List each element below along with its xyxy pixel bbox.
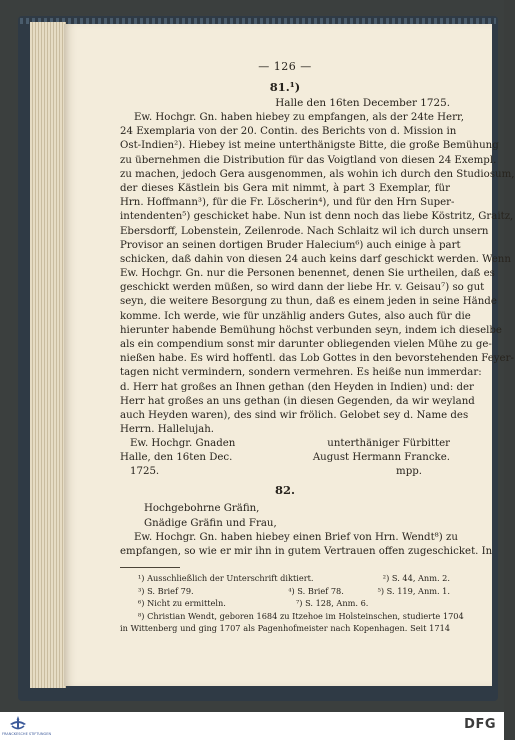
text-line: Ost-Indien²). Hiebey ist meine unterthänigste Bitte, die große Bemühung xyxy=(120,140,499,152)
footnote-8-line-1: ⁸) Christian Wendt, geboren 1684 zu Itzehoe im Holsteinschen, studierte 1704 xyxy=(138,610,464,621)
closing-row-3 xyxy=(120,465,450,479)
text-line: tagen nicht vermindern, sondern vermehren. Es heiße nun immerdar: xyxy=(120,367,482,379)
footnote: ¹) Ausschließlich der Unterschrift diktiert. xyxy=(138,573,314,584)
salutation-line: Hochgebohrne Gräfin, xyxy=(144,503,260,515)
footnote-row xyxy=(120,572,450,585)
footnote xyxy=(296,572,383,585)
letter-81-body xyxy=(120,111,515,437)
footnote-row xyxy=(120,597,450,610)
closing-signature: August Hermann Francke. xyxy=(312,452,450,464)
closing-greeting: Ew. Hochgr. Gnaden xyxy=(130,438,236,450)
text-line: zu machen, jedoch Gera ausgenommen, als wohin ich durch den Studiosum, xyxy=(120,168,515,180)
closing-mpp: mpp. xyxy=(396,466,422,478)
text-line: geschickt werden müßen, so wird dann der liebe Hr. v. Geisau⁷) so gut xyxy=(120,282,485,294)
text-line: Ew. Hochgr. Gn. haben hiebey zu empfangen, als der 24te Herr, xyxy=(134,112,464,123)
letter-81-date: Halle den 16ten December 1725. xyxy=(275,97,450,109)
text-line: auch Heyden waren), des sind wir frölich. Gelobet sey d. Name des xyxy=(120,409,469,421)
text-line: intendenten⁵) geschicket habe. Nun ist denn noch das liebe Köstritz, Graitz, xyxy=(120,211,514,223)
footnote: ⁷) S. 128, Anm. 6. xyxy=(296,598,369,609)
text-line: Ew. Hochgr. Gn. nur die Personen benennet, denen Sie urtheilen, daß es xyxy=(120,268,495,280)
footnote-8-line-2: in Wittenberg und ging 1707 als Pagenhofmeister nach Kopenhagen. Seit 1714 xyxy=(120,623,450,634)
closing-year: 1725. xyxy=(130,466,160,478)
closing-row-1 xyxy=(120,437,450,451)
salutation-line: Gnädige Gräfin und Frau, xyxy=(144,517,277,529)
text-line: nießen habe. Es wird hoffentl. das Lob Gottes in den bevorstehenden Feyer- xyxy=(120,353,514,365)
letter-82-number: 82. xyxy=(274,483,295,498)
text-line: Herr hat großes an uns gethan (in diesen Gegenden, da wir weyland xyxy=(120,395,475,407)
closing-place-date: Halle, den 16ten Dec. xyxy=(120,452,233,464)
text-line: Provisor an seinen dortigen Bruder Halecium⁶) auch einige à part xyxy=(120,239,461,251)
text-line: d. Herr hat großes an Ihnen gethan (den Heyden in Indien) und: der xyxy=(120,381,474,393)
letter-81-number: 81.¹) xyxy=(269,80,301,94)
letter-82-body xyxy=(120,531,493,559)
text-line: Hrn. Hoffmann³), für die Fr. Löscherin⁴), und für den Hrn Super- xyxy=(120,197,455,209)
closing-title: unterthäniger Fürbitter xyxy=(327,438,450,450)
page-number: — 126 — xyxy=(258,60,312,73)
page-text xyxy=(120,60,515,635)
footnote: ⁴) S. Brief 78. xyxy=(288,585,344,596)
text-line: Herrn. Hallelujah. xyxy=(120,424,215,436)
page-edges xyxy=(30,22,66,688)
footnote-rule xyxy=(120,567,180,568)
text-line: Ew. Hochgr. Gn. haben hiebey einen Brief von Hrn. Wendt⁸) zu xyxy=(134,531,458,543)
text-line: zu übernehmen die Distribution für das Voigtland von diesen 24 Exempl. xyxy=(120,154,497,166)
footnote: ³) S. Brief 79. xyxy=(138,585,194,596)
letter-82-salutation xyxy=(120,502,450,530)
footnote-row xyxy=(120,585,450,598)
footnote xyxy=(390,597,450,610)
text-line: seyn, die weitere Besorgung zu thun, daß es einem jeden in seine Hände xyxy=(120,296,497,308)
footer-bar xyxy=(0,712,504,740)
text-line: 24 Exemplaria von der 20. Contin. des Berichts von d. Mission in xyxy=(120,126,457,138)
footnote: ⁶) Nicht zu ermitteln. xyxy=(138,598,226,609)
footnote: ⁵) S. 119, Anm. 1. xyxy=(377,585,450,596)
logo-text: FRANCKESCHE STIFTUNGEN xyxy=(2,732,52,736)
text-line: empfangen, so wie er mir ihn in gutem Vertrauen offen zugeschicket. In xyxy=(120,545,493,557)
footnote: ²) S. 44, Anm. 2. xyxy=(382,573,450,584)
closing-row-2 xyxy=(120,451,450,465)
text-line: hierunter habende Bemühung höchst verbunden seyn, indem ich dieselbe xyxy=(120,324,502,336)
text-line: als ein compendium sonst mir darunter obliegenden vielen Mühe zu ge- xyxy=(120,339,492,350)
text-line: Ebersdorff, Lobenstein, Zeilenrode. Nach Schlaitz wil ich durch unsern xyxy=(120,225,489,237)
text-line: schicken, daß dahin von diesen 24 auch keins darf geschickt werden. Wenn xyxy=(120,253,511,265)
text-line: komme. Ich werde, wie für unzählig anders Gutes, also auch für die xyxy=(120,310,471,322)
text-line: der dieses Kästlein bis Gera mit nimmt, à part 3 Exemplar, für xyxy=(120,182,450,194)
dfg-brand: DFG xyxy=(464,717,496,732)
